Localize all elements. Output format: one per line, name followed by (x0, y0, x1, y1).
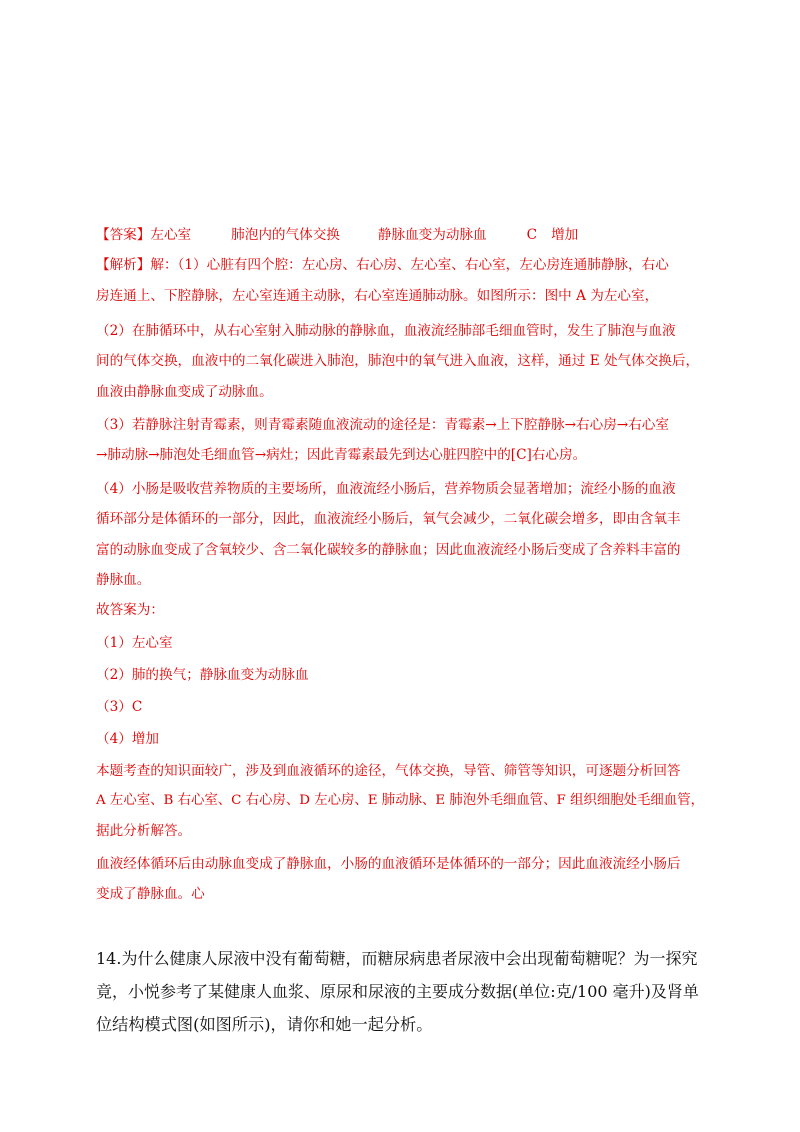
analysis-line: A 左心室、B 右心室、C 右心房、D 左心房、E 肺动脉、E 肺泡外毛细血管、F 组织细胞处毛细血管， (96, 793, 704, 808)
answer-line (96, 226, 578, 244)
analysis-line: 血液经体循环后由动脉血变成了静脉血，小肠的血液循环是体循环的一部分；因此血液流经小肠后 (96, 856, 681, 872)
analysis-label: 【解析】 (96, 257, 151, 273)
analysis-line: 富的动脉血变成了含氧较少、含二氧化碳较多的静脉血；因此血液流经小肠后变成了含养料丰富的 (96, 542, 681, 558)
answer-item-1: 左心室 (150, 227, 192, 243)
analysis-line: （3）若静脉注射青霉素，则青霉素随血液流动的途径是：青霉素→上下腔静脉→右心房→右心室 (96, 417, 669, 433)
answer-item-3: 静脉血变为动脉血 (377, 227, 487, 243)
question-14-line: 位结构模式图(如图所示)，请你和她一起分析。 (96, 1015, 433, 1034)
analysis-line: 故答案为： (96, 602, 164, 618)
analysis-line: 房连通上、下腔静脉，左心室连通主动脉，右心室连通肺动脉。如图所示：图中 A 为左心室， (96, 288, 659, 304)
analysis-line: 循环部分是体循环的一部分，因此，血液流经小肠后，氧气会减少，二氧化碳会增多，即由含氧丰 (96, 511, 681, 527)
answer-item-5: 增加 (551, 227, 579, 243)
analysis-line: 间的气体交换，血液中的二氧化碳进入肺泡，肺泡中的氧气进入血液，这样，通过 E 处气体交换后， (96, 353, 700, 369)
analysis-line: （2）肺的换气；静脉血变为动脉血 (96, 667, 309, 683)
analysis-line: （1）左心室 (96, 635, 173, 651)
analysis-line: 血液由静脉血变成了动脉血。 (96, 384, 273, 400)
analysis-line: 据此分析解答。 (96, 823, 192, 839)
analysis-line: （4）增加 (96, 731, 160, 747)
analysis-line: →肺动脉→肺泡处毛细血管→病灶；因此青霉素最先到达心脏四腔中的[C]右心房。 (96, 447, 587, 463)
answer-label: 【答案】 (96, 227, 151, 243)
question-14-line: 14.为什么健康人尿液中没有葡萄糖，而糖尿病患者尿液中会出现葡萄糖呢？为一探究 (96, 949, 698, 968)
analysis-line: （4）小肠是吸收营养物质的主要场所，血液流经小肠后，营养物质会显著增加；流经小肠的血液 (96, 481, 676, 497)
analysis-line: 静脉血。 (96, 572, 151, 588)
analysis-line: 变成了静脉血。心 (96, 886, 205, 902)
analysis-line: 本题考查的知识面较广，涉及到血液循环的途径，气体交换，导管、筛管等知识，可逐题分析回答 (96, 763, 681, 779)
analysis-line: 【解析】解：（1）心脏有四个腔：左心房、右心房、左心室、右心室，左心房连通肺静脉，右心 (96, 257, 669, 273)
question-14-line: 竟，小悦参考了某健康人血浆、原尿和尿液的主要成分数据(单位:克/100 毫升)及肾单 (96, 982, 699, 1001)
answer-item-2: 肺泡内的气体交换 (231, 227, 340, 243)
analysis-line: （3）C (96, 699, 143, 715)
answer-item-4: C (526, 227, 538, 243)
analysis-line: （2）在肺循环中，从右心室射入肺动脉的静脉血，血液流经肺部毛细血管时，发生了肺泡与血液 (96, 323, 676, 339)
